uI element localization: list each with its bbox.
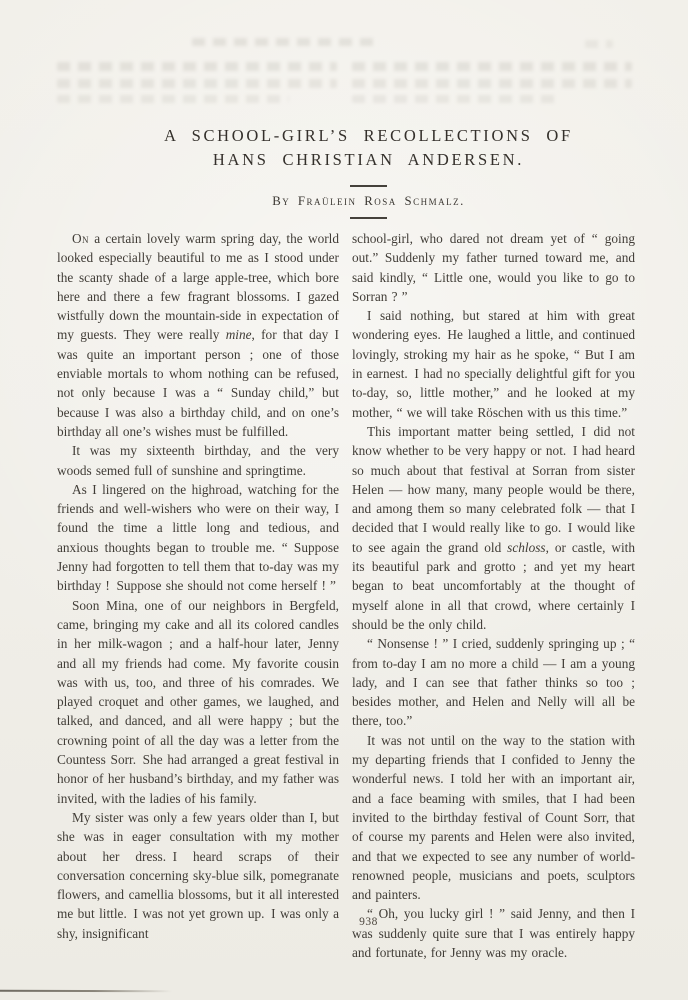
title-line-1: A SCHOOL-GIRL’S RECOLLECTIONS OF [164, 126, 573, 145]
column-left [57, 229, 339, 943]
paragraph [352, 229, 635, 306]
bleed-through-artifact [585, 40, 613, 48]
column-right [352, 229, 635, 962]
page-number: 938 [359, 916, 378, 928]
bleed-through-artifact [192, 38, 378, 46]
bleed-through-artifact [57, 62, 337, 71]
italic-text: schloss [507, 539, 546, 555]
scan-edge-artifact [0, 990, 172, 993]
paragraph [352, 731, 635, 905]
bleed-through-artifact [57, 95, 289, 103]
small-caps-text: On [72, 231, 89, 246]
italic-text: mine [225, 327, 252, 343]
paragraph [352, 904, 635, 962]
bleed-through-artifact [57, 79, 337, 88]
body-text: “ Nonsense ! ” I cried, suddenly springing up ; “ from to-day I am no more a child — I am a young lady, and I can see that father thinks so too ; besides mother, and Helen and Nelly will all be there, too.” [352, 636, 635, 729]
paragraph [57, 441, 339, 480]
body-text: a certain lovely warm spring day, the world looked especially beautiful to me as I stood under the scanty shade of a large apple-tree, which bore here and there a few fragrant blossoms. I gazed wistfully down the mountain-side in expectation of my guests. They were really [57, 231, 339, 343]
divider-rule-bottom [350, 217, 387, 219]
body-text: Soon Mina, one of our neighbors in Bergfeld, came, bringing my cake and all its colored candles in her milk-wagon ; and a half-hour later, Jenny and all my friends had come. My favorite cousin was with us, too, and three of his comrades. We played croquet and other games, we laughed, and talked, and danced, and all were happy ; but the crowning point of all the day was a letter from the Countess Sorr. She had arranged a great festival in honor of her husband’s birthday, and my father was invited, with the ladies of his family. [57, 597, 339, 806]
body-text: It was my sixteenth birthday, and the very woods semed full of sunshine and springtime. [57, 443, 339, 478]
body-text: , for that day I was quite an important person ; one of those enviable mortals to whom nothing can be refused, not only because I was a “ Sunday child,” but because I was also a birthday child, and on one’s birthday all one’s wishes must be fulfilled. [57, 327, 339, 439]
body-text: As I lingered on the highroad, watching for the friends and well-wishers who were on their way, I found the time a little long and tedious, and anxious thoughts began to trouble me. “ Suppose Jenny had forgotten to tell them that to-day was my birthday ! Suppose she should not come herself ! ” [57, 481, 339, 594]
bleed-through-artifact [352, 62, 632, 71]
article-title [80, 124, 657, 172]
article-header [80, 124, 657, 219]
title-line-2: HANS CHRISTIAN ANDERSEN. [212, 150, 525, 169]
paragraph [57, 480, 339, 596]
divider-rule-top [350, 185, 387, 187]
paragraph [57, 596, 339, 808]
body-text: school-girl, who dared not dream yet of “ going out.” Suddenly my father turned toward me, and said kindly, “ Little one, would you like to go to Sorran ? ” [352, 231, 635, 304]
paragraph [352, 306, 635, 422]
paragraph [352, 634, 635, 730]
body-text: It was not until on the way to the station with my departing friends that I confided to Jenny the wonderful news. I told her with an important air, and a face beaming with smiles, that I had been invited to the birthday festival of Count Sorr, that of course my parents and Helen were also invited, and that we expected to see any number of world-renowned people, musicians and poets, sculptors and painters. [352, 732, 635, 903]
body-text: “ Oh, you lucky girl ! ” said Jenny, and then I was suddenly quite sure that I was entirely happy and fortunate, for Jenny was my oracle. [352, 906, 635, 960]
bleed-through-artifact [352, 79, 632, 88]
paragraph [57, 229, 339, 441]
body-text: My sister was only a few years older than I, but she was in eager consultation with my mother about her dress. I heard scraps of their conversation concerning sky-blue silk, pomegranate flowers, and camellia blossoms, but it all interested me but little. I was not yet grown up. I was only a shy, insignificant [57, 809, 339, 941]
byline: By Fraülein Rosa Schmalz. [272, 194, 465, 208]
body-text: This important matter being settled, I did not know whether to be very happy or not. I had heard so much about that festival at Sorran from sister Helen — how many, many people would be there, and among them so many celebrated folk — that I decided that I would really like to go. I would like to see again the grand old [352, 423, 635, 555]
bleed-through-artifact [352, 95, 557, 103]
paragraph [352, 422, 635, 634]
body-text: , or castle, with its beautiful park and grotto ; and yet my heart began to beat uncomfortably at the thought of myself alone in all that crowd, where certainly I should be the only child. [352, 539, 635, 632]
body-text: I said nothing, but stared at him with great wondering eyes. He laughed a little, and continued lovingly, stroking my hair as he spoke, “ But I am in earnest. I had no specially delightful gift for you to-day, so, little mother,” and he looked at my mother, “ we will take Röschen with us this time.” [352, 308, 635, 420]
